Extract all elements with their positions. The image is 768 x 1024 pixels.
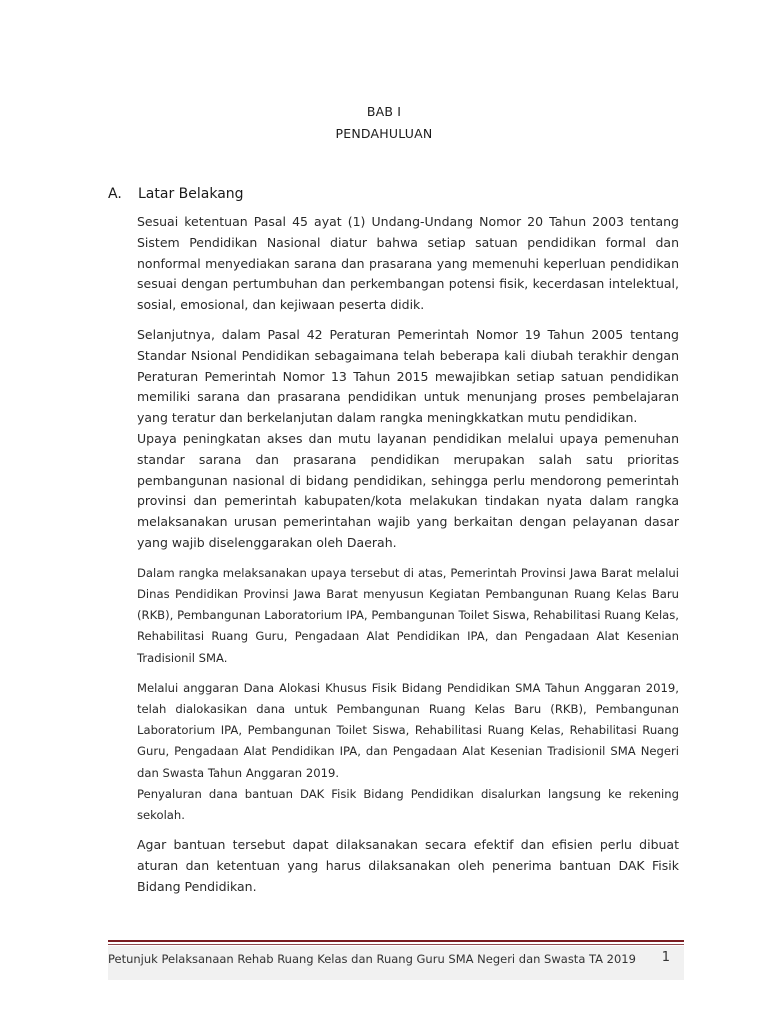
paragraph-4: Dalam rangka melaksanakan upaya tersebut di atas, Pemerintah Provinsi Jawa Barat melalui Dinas Pendidikan Provinsi Jawa Barat menyusun Kegiatan Pembangunan Ruang Kelas Baru (RKB), Pembangunan Laboratorium IPA, Pembangunan Toilet Siswa, Rehabilitasi Ruang Kelas, Rehabilitasi Ruang Guru, Pengadaan Alat Pendidikan IPA, dan Pengadaan Alat Kesenian Tradisionil SMA. [137,565,679,665]
paragraph-2: Selanjutnya, dalam Pasal 42 Peraturan Pemerintah Nomor 19 Tahun 2005 tentang Standar Nsional Pendidikan sebagaimana telah beberapa kali diubah terakhir dengan Peraturan Pemerintah Nomor 13 Tahun 2015 mewajibkan setiap satuan pendidikan memiliki sarana dan prasarana pendidikan untuk menunjang proses pembelajaran yang teratur dan berkelanjutan dalam rangka meningkkatkan mutu pendidikan. [137,326,679,426]
paragraph-5: Melalui anggaran Dana Alokasi Khusus Fisik Bidang Pendidikan SMA Tahun Anggaran 2019, telah dialokasikan dana untuk Pembangunan Ruang Kelas Baru (RKB), Pembangunan Laboratorium IPA, Pembangunan Toilet Siswa, Rehabilitasi Ruang Kelas, Rehabilitasi Ruang Guru, Pengadaan Alat Pendidikan IPA, dan Pengadaan Alat Kesenian Tradisionil SMA Negeri dan Swasta Tahun Anggaran 2019. [137,680,679,780]
paragraph-6: Penyaluran dana bantuan DAK Fisik Bidang Pendidikan disalurkan langsung ke rekening sekolah. [137,786,679,822]
paragraph-3: Upaya peningkatan akses dan mutu layanan pendidikan melalui upaya pemenuhan standar sarana dan prasarana pendidikan merupakan salah satu prioritas pembangunan nasional di bidang pendidikan, sehingga perlu mendorong pemerintah provinsi dan pemerintah kabupaten/kota melakukan tindakan nyata dalam rangka melaksanakan urusan pemerintahan wajib yang berkaitan dengan pelayanan dasar yang wajib diselenggarakan oleh Daerah. [137,430,679,550]
section-title-text: Latar Belakang [138,186,244,202]
section-heading [108,186,244,202]
section-letter: A. [108,186,122,202]
chapter-number: BAB I [366,104,402,119]
footer-text: Petunjuk Pelaksanaan Rehab Ruang Kelas dan Ruang Guru SMA Negeri dan Swasta TA 2019 [108,952,636,966]
page-footer [108,940,684,980]
body-text [137,212,679,898]
paragraph-7: Agar bantuan tersebut dapat dilaksanakan secara efektif dan efisien perlu dibuat aturan dan ketentuan yang harus dilaksanakan oleh penerima bantuan DAK Fisik Bidang Pendidikan. [137,837,679,894]
chapter-title: PENDAHULUAN [335,126,433,141]
page-number: 1 [661,950,670,965]
footer-rule-thin [108,944,684,945]
paragraph-1: Sesuai ketentuan Pasal 45 ayat (1) Undang-Undang Nomor 20 Tahun 2003 tentang Sistem Pendidikan Nasional diatur bahwa setiap satuan pendidikan formal dan nonformal menyediakan sarana dan prasarana yang memenuhi keperluan pendidikan sesuai dengan pertumbuhan dan perkembangan potensi fisik, kecerdasan intelektual, sosial, emosional, dan kejiwaan peserta didik. [137,214,679,313]
footer-rule [108,940,684,942]
